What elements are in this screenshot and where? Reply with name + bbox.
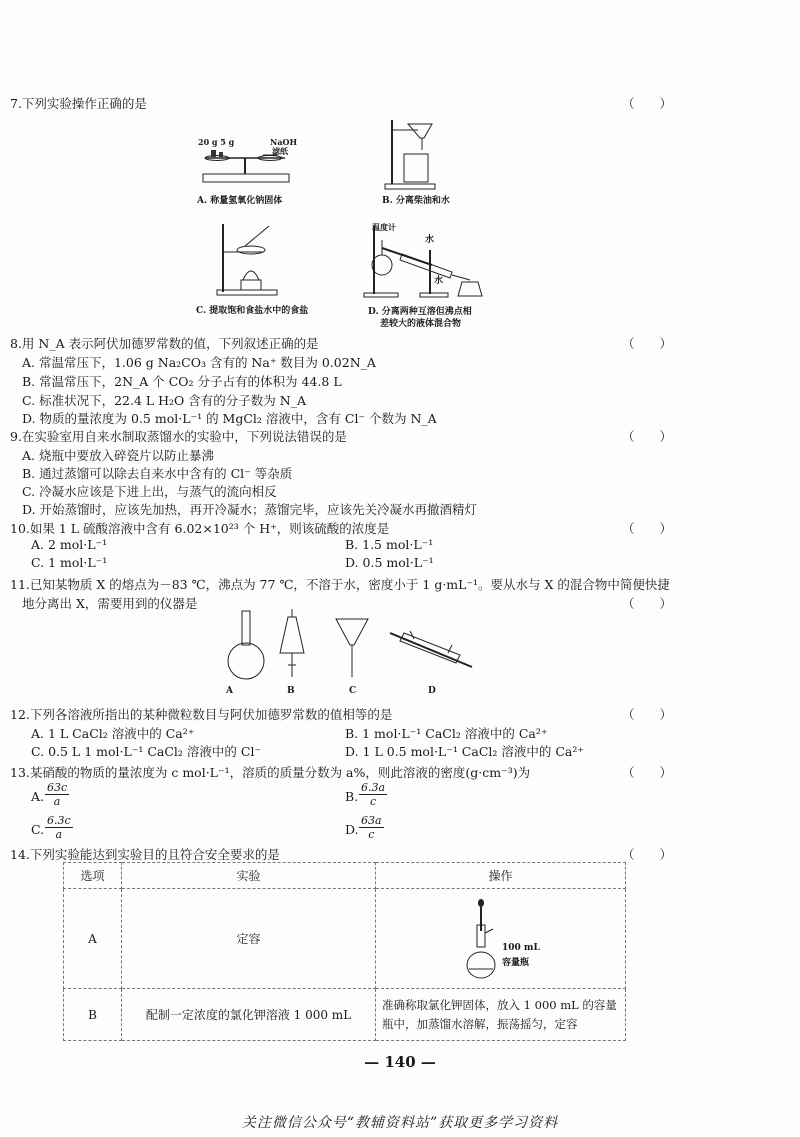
evaporation-figure <box>215 222 285 296</box>
q8-answer-paren: （ ） <box>622 336 673 351</box>
q10-option-b: B. 1.5 mol·L⁻¹ <box>345 537 434 552</box>
q13-b-num: 6.3a <box>361 781 386 794</box>
row-b-operation-line2: 瓶中，加蒸馏水溶解，振荡摇匀，定容 <box>382 1016 578 1031</box>
q11-label-d: D <box>428 686 436 696</box>
q12-stem: 12.下列各溶液所指出的某种微粒数目与阿伏加德罗常数的值相等的是 <box>10 707 393 722</box>
q13-c-fraction <box>45 814 73 841</box>
row-a-operation <box>376 889 626 989</box>
q12-answer-paren: （ ） <box>622 707 673 722</box>
q14-options-table <box>63 862 626 1041</box>
fig-b-caption: B. 分离柴油和水 <box>382 196 450 206</box>
q9-option-b: B. 通过蒸馏可以除去自来水中含有的 Cl⁻ 等杂质 <box>22 466 293 481</box>
water-out-label: 水 <box>434 276 444 286</box>
q13-d-label: D. <box>345 822 359 837</box>
q13-a-den: a <box>53 795 61 808</box>
volumetric-flask-dropper-icon <box>461 895 541 981</box>
q13-c-num: 6.3c <box>47 814 71 827</box>
page-number: — 140 — <box>364 1053 436 1071</box>
thermometer-label: 温度计 <box>372 222 396 232</box>
q10-option-d: D. 0.5 mol·L⁻¹ <box>345 555 434 570</box>
q12-option-a: A. 1 L CaCl₂ 溶液中的 Ca²⁺ <box>31 726 195 741</box>
q8-option-d: D. 物质的量浓度为 0.5 mol·L⁻¹ 的 MgCl₂ 溶液中，含有 Cl⁻ 个数为 N_A <box>22 411 437 426</box>
q7-stem: 7.下列实验操作正确的是 <box>10 96 147 111</box>
q8-option-a: A. 常温常压下，1.06 g Na₂CO₃ 含有的 Na⁺ 数目为 0.02N_A <box>22 355 376 370</box>
naoh-label: NaOH <box>270 137 298 147</box>
q13-answer-paren: （ ） <box>622 765 673 780</box>
flask-name-label: 容量瓶 <box>502 958 530 968</box>
q8-option-b: B. 常温常压下，2N_A 个 CO₂ 分子占有的体积为 44.8 L <box>22 374 342 389</box>
q9-option-c: C. 冷凝水应该是下进上出，与蒸气的流向相反 <box>22 484 277 499</box>
q13-stem: 13.某硝酸的物质的量浓度为 c mol·L⁻¹，溶质的质量分数为 a%，则此溶液的密度(g·cm⁻³)为 <box>10 765 531 780</box>
q10-stem: 10.如果 1 L 硫酸溶液中含有 6.02×10²³ 个 H⁺，则该硫酸的浓度是 <box>10 521 390 536</box>
q9-option-a: A. 烧瓶中要放入碎瓷片以防止暴沸 <box>22 448 214 463</box>
q8-stem: 8.用 N_A 表示阿伏加德罗常数的值，下列叙述正确的是 <box>10 336 319 351</box>
separatory-funnel-figure <box>380 118 450 190</box>
q8-option-c: C. 标准状况下，22.4 L H₂O 含有的分子数为 N_A <box>22 393 306 408</box>
table-header-row <box>64 863 626 889</box>
q13-b-fraction <box>359 781 387 808</box>
q9-stem: 9.在实验室用自来水制取蒸馏水的实验中，下列说法错误的是 <box>10 429 347 444</box>
q14-stem: 14.下列实验能达到实验目的且符合安全要求的是 <box>10 847 280 862</box>
q12-option-d: D. 1 L 0.5 mol·L⁻¹ CaCl₂ 溶液中的 Ca²⁺ <box>345 744 584 759</box>
q11-label-b: B <box>287 686 295 696</box>
q11-stem-line1: 11.已知某物质 X 的熔点为－83 ℃，沸点为 77 ℃，不溶于水，密度小于 1 g·mL⁻¹。要从水与 X 的混合物中简便快捷 <box>10 577 670 592</box>
table-row <box>64 989 626 1041</box>
flask-volume-label: 100 mL <box>502 943 540 953</box>
q10-option-c: C. 1 mol·L⁻¹ <box>31 555 108 570</box>
row-b-operation <box>376 989 626 1041</box>
fig-d-caption-1: D. 分离两种互溶但沸点相 <box>368 307 472 317</box>
row-a-option: A <box>64 889 122 989</box>
q13-b-label: B. <box>345 789 359 804</box>
water-in-label: 水 <box>425 235 435 245</box>
q13-c-den: a <box>55 828 63 841</box>
row-b-option: B <box>64 989 122 1041</box>
table-row <box>64 889 626 989</box>
q11-answer-paren: （ ） <box>622 596 673 611</box>
fig-a-caption: A. 称量氢氧化钠固体 <box>197 196 283 206</box>
q13-a-label: A. <box>31 789 45 804</box>
q13-d-fraction <box>359 814 384 841</box>
q12-option-b: B. 1 mol·L⁻¹ CaCl₂ 溶液中的 Ca²⁺ <box>345 726 548 741</box>
weights-label: 20 g 5 g <box>198 137 235 147</box>
footer-note: 关注微信公众号“教辅资料站”获取更多学习资料 <box>241 1115 559 1131</box>
header-operation: 操作 <box>376 863 626 889</box>
q13-d-num: 63a <box>361 814 382 827</box>
filter-paper-label: 滤纸 <box>272 146 288 156</box>
q9-option-d: D. 开始蒸馏时，应该先加热，再开冷凝水；蒸馏完毕，应该先关冷凝水再撤酒精灯 <box>22 502 478 517</box>
q13-b-den: c <box>369 795 377 808</box>
separatory-funnel-icon <box>280 609 304 677</box>
q9-answer-paren: （ ） <box>622 429 673 444</box>
q13-d-den: c <box>368 828 375 841</box>
fig-c-caption: C. 提取饱和食盐水中的食盐 <box>196 306 309 316</box>
header-option: 选项 <box>64 863 122 889</box>
q7-answer-paren: （ ） <box>622 96 673 111</box>
q11-label-a: A <box>226 686 233 696</box>
q13-a-num: 63c <box>47 781 68 794</box>
header-experiment: 实验 <box>122 863 376 889</box>
funnel-icon <box>336 619 368 677</box>
q11-stem-line2: 地分离出 X，需要用到的仪器是 <box>22 596 198 611</box>
q11-label-c: C <box>349 686 357 696</box>
q13-a-fraction <box>45 781 69 808</box>
round-flask-icon <box>228 611 264 679</box>
row-b-experiment: 配制一定浓度的氯化钾溶液 1 000 mL <box>122 989 376 1041</box>
fig-d-caption-2: 差较大的液体混合物 <box>380 319 462 329</box>
q10-answer-paren: （ ） <box>622 521 673 536</box>
q10-option-a: A. 2 mol·L⁻¹ <box>31 537 108 552</box>
q11-instruments <box>210 605 480 685</box>
q12-option-c: C. 0.5 L 1 mol·L⁻¹ CaCl₂ 溶液中的 Cl⁻ <box>31 744 262 759</box>
condenser-icon <box>390 631 472 667</box>
q13-c-label: C. <box>31 822 45 837</box>
row-a-experiment: 定容 <box>122 889 376 989</box>
q14-answer-paren: （ ） <box>622 847 673 862</box>
row-b-operation-line1: 准确称取氯化钾固体，放入 1 000 mL 的容量 <box>382 997 617 1012</box>
